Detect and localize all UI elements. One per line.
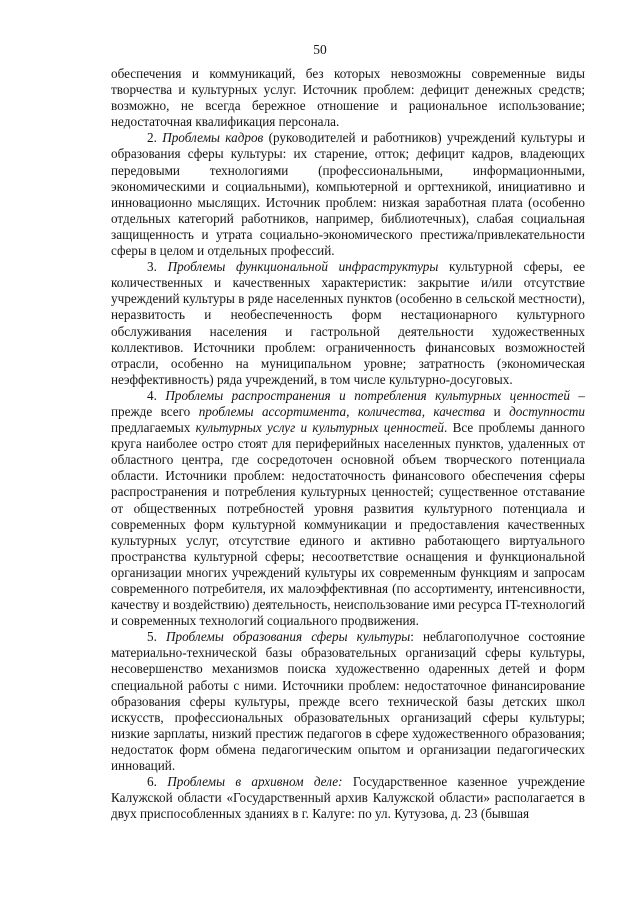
text-run: и [485, 403, 510, 419]
text-run: : неблагополучное состояние материально-технической базы образовательных организаций сферы культуры, несовершенство механизмов поиска художественно одаренных детей и форм специальной работы с ними. Источники проблем: недостаточное финансирование образования сферы культуры, прежде всего технической базы детских школ искусств, профессиональных образовательных организаций сферы культуры; низкие зарплаты, низкий престиж педагогов в сфере художественного образования; недостаток форм обмена педагогическим опытом и организации педагогических инноваций. [111, 629, 586, 774]
text-run: Государственное казенное учреждение Калужской области «Государственный архив Калужской области» располагается в двух приспособленных зданиях в г. Калуге: по ул. Кутузова, д. 23 (бывшая [111, 774, 585, 822]
text-run: . Все проблемы данного круга наиболее остро стоят для периферийных населенных пунктов, удаленных от областного центра, где сосредоточен основной объем творческого потенциала области. Источники проблем: недостаточность финансового обеспечения сферы распространения и потребления культурных ценностей; существенное отставание от общественных потребностей уровня развития культурного потенциала и современных форм культурной коммуникации и предоставления качественных культурных услуг, отсутствие единого и активно работающего виртуального пространства культурной сферы; несоответствие оснащения и функциональной организации многих учреждений культуры их современным функциям и запросам современного потребителя, их малоэффективная (по ассортименту, интенсивности, качеству и воздействию) деятельность, неиспользование ими ресурса IT-технологий и современных технологий социального продвижения. [111, 420, 586, 629]
text-run: предлагаемых [111, 420, 196, 436]
paragraph [111, 388, 585, 629]
italic-text: проблемы ассортимента, количества, качества [198, 403, 486, 419]
text-run: 5. [147, 629, 166, 645]
italic-text: Проблемы функциональной инфраструктуры [167, 259, 439, 275]
italic-text: культурных услуг и культурных ценностей [195, 420, 445, 436]
text-run: 6. [147, 774, 168, 790]
text-run: 3. [147, 259, 168, 275]
italic-text: Проблемы распространения и потребления культурных ценностей [165, 387, 570, 403]
page-number: 50 [313, 42, 327, 57]
body-text [111, 66, 585, 822]
paragraph [111, 629, 585, 774]
text-run: (руководителей и работников) учреждений культуры и образования сферы культуры: их старение, отток; дефицит кадров, владеющих передовыми технологиями (профессиональными, информационными, экономическими и социальными), компьютерной и оргтехникой, инициативно и инновационно мыслящих. Источник проблем: низкая заработная плата (особенно отдельных категорий работников, например, библиотечных), слабая социальная защищенность и утрата социально-экономического престижа/привлекательности сферы в целом и отдельных профессий. [111, 130, 586, 259]
paragraph [111, 774, 585, 822]
paragraph [111, 130, 585, 259]
text-run: 4. [147, 387, 166, 403]
text-run: обеспечения и коммуникаций, без которых невозможны современные виды творчества и культурных услуг. Источник проблем: дефицит денежных средств; возможно, не всегда бережное отношение и рациональное использование; недостаточная квалификация персонала. [111, 66, 585, 130]
paragraph [111, 66, 585, 130]
paragraph [111, 259, 585, 388]
text-run: – прежде всего [111, 387, 585, 419]
text-run: культурной сферы, ее количественных и качественных характеристик: закрытие и/или отсутствие учреждений культуры в ряде населенных пунктов (особенно в сельской местности), неразвитость и необеспеченность форм нестационарного культурного обслуживания населения и гастрольной деятельности художественных коллективов. Источники проблем: ограниченность финансовых возможностей отрасли, особенно на муниципальном уровне; затратность (экономическая неэффективность) ряда учреждений, в том числе культурно-досуговых. [111, 259, 585, 387]
italic-text: Проблемы образования сферы культуры [165, 629, 411, 645]
text-run: 2. [147, 130, 163, 146]
italic-text: Проблемы в архивном деле: [167, 774, 343, 790]
italic-text: доступности [509, 403, 585, 419]
italic-text: Проблемы кадров [162, 130, 264, 146]
